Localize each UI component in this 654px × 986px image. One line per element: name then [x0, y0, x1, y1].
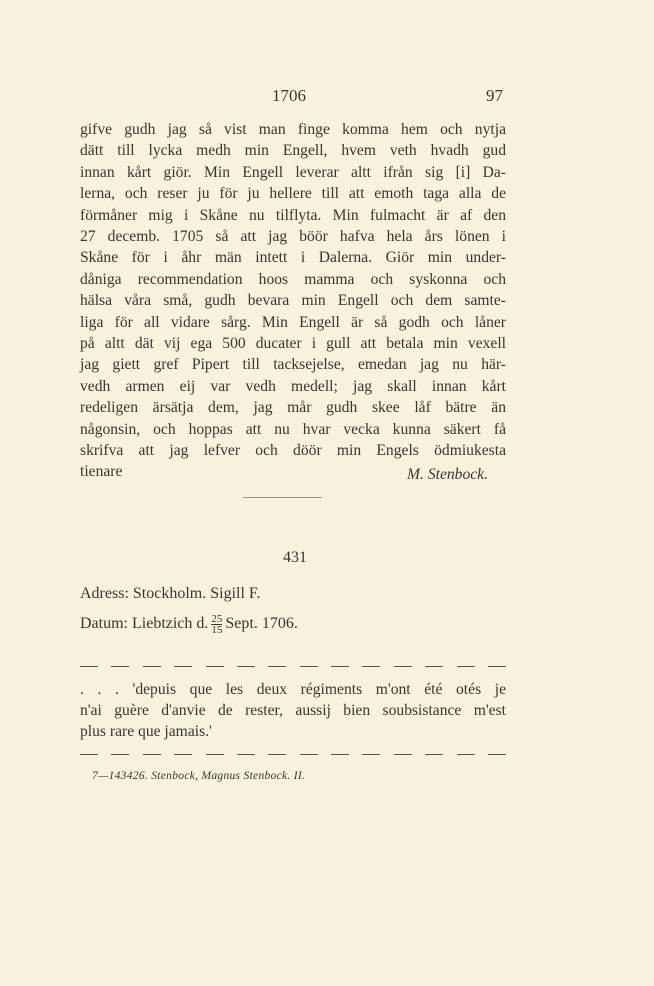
- dash: [206, 754, 224, 755]
- text-line: hälsa våra små, gudh bevara min Engell och dem samte-: [80, 292, 506, 310]
- dash: [111, 666, 129, 667]
- dash: [237, 666, 255, 667]
- dash: [143, 754, 161, 755]
- text-line: på altt dät vij ega 500 ducater i gull att betala min vexell: [80, 335, 506, 352]
- dash: [174, 666, 192, 667]
- address-line: Adress: Stockholm. Sigill F.: [80, 585, 261, 602]
- dash: [488, 754, 506, 755]
- text-line: vedh armen eij var vedh medell; jag skall innan kårt: [80, 377, 506, 395]
- dash: [111, 754, 129, 755]
- dash: [206, 666, 224, 667]
- entry-number: 431: [283, 549, 307, 566]
- dash: [425, 754, 443, 755]
- text-line: Skåne för i åhr män intett i Dalerna. Giör min under-: [80, 249, 506, 267]
- text-line: dätt till lycka medh min Engell, hvem veth hvadh gud: [80, 142, 506, 160]
- dash: [268, 666, 286, 667]
- dash: [300, 666, 318, 667]
- text-line: 27 decemb. 1705 så att jag böör hafva hela års lönen i: [80, 228, 506, 245]
- text-line: liga för all vidare sårg. Min Engell är så godh och låner: [80, 313, 506, 331]
- date-prefix: Datum: Liebtzich d.: [80, 615, 209, 633]
- dash: [80, 754, 98, 755]
- dash: [80, 666, 98, 667]
- dash: [488, 666, 506, 667]
- dash: [394, 754, 412, 755]
- date-denominator: 15: [211, 624, 223, 636]
- date-suffix: Sept. 1706.: [225, 615, 298, 633]
- omission-dashes-top: [80, 666, 506, 667]
- page-number: 97: [486, 86, 503, 105]
- text-line: förmåner mig i Skåne nu tilflyta. Min fulmacht är af den: [80, 206, 506, 224]
- dash: [300, 754, 318, 755]
- dash: [331, 666, 349, 667]
- signature: M. Stenbock.: [407, 466, 488, 483]
- dash: [237, 754, 255, 755]
- dash: [174, 754, 192, 755]
- section-rule: [243, 497, 322, 498]
- quote-line: . . . 'depuis que les deux régiments m'ont été otés je: [80, 681, 506, 698]
- dash: [331, 754, 349, 755]
- text-line: någonsin, och hoppas att nu hvar vecka kunna säkert få: [80, 420, 506, 438]
- date-numerator: 25: [211, 613, 223, 625]
- dash: [457, 666, 475, 667]
- date-line: [80, 614, 298, 635]
- quote-line: plus rare que jamais.': [80, 723, 212, 740]
- date-fraction: [211, 614, 222, 635]
- text-line: lerna, och reser ju för ju hellere till att emoth taga alla de: [80, 185, 506, 203]
- text-line: innan kårt giör. Min Engell leverar altt ifrån sig [i] Da-: [80, 163, 506, 181]
- dash: [268, 754, 286, 755]
- text-line: tienare: [80, 463, 123, 481]
- text-line: gifve gudh jag så vist man finge komma hem och nytja: [80, 121, 506, 138]
- text-line: skrifva att jag lefver och döör min Engels ödmiukesta: [80, 442, 506, 459]
- quote-line: n'ai guère d'anvie de rester, aussij bien soubsistance m'est: [80, 702, 506, 719]
- text-line: dåniga recommendation hoos mamma och syskonna och: [80, 270, 506, 288]
- dash: [457, 754, 475, 755]
- running-title: 1706: [272, 86, 306, 105]
- dash: [425, 666, 443, 667]
- text-line: jag giett gref Pipert till tacksejelse, emedan jag nu här-: [80, 356, 506, 374]
- dash: [362, 754, 380, 755]
- footer-signature-mark: 7—143426. Stenbock, Magnus Stenbock. II.: [92, 770, 306, 782]
- dash: [362, 666, 380, 667]
- omission-dashes-bottom: [80, 754, 506, 755]
- dash: [143, 666, 161, 667]
- text-line: redeligen ärsätja dem, jag mår gudh skee låf bätre än: [80, 399, 506, 417]
- dash: [394, 666, 412, 667]
